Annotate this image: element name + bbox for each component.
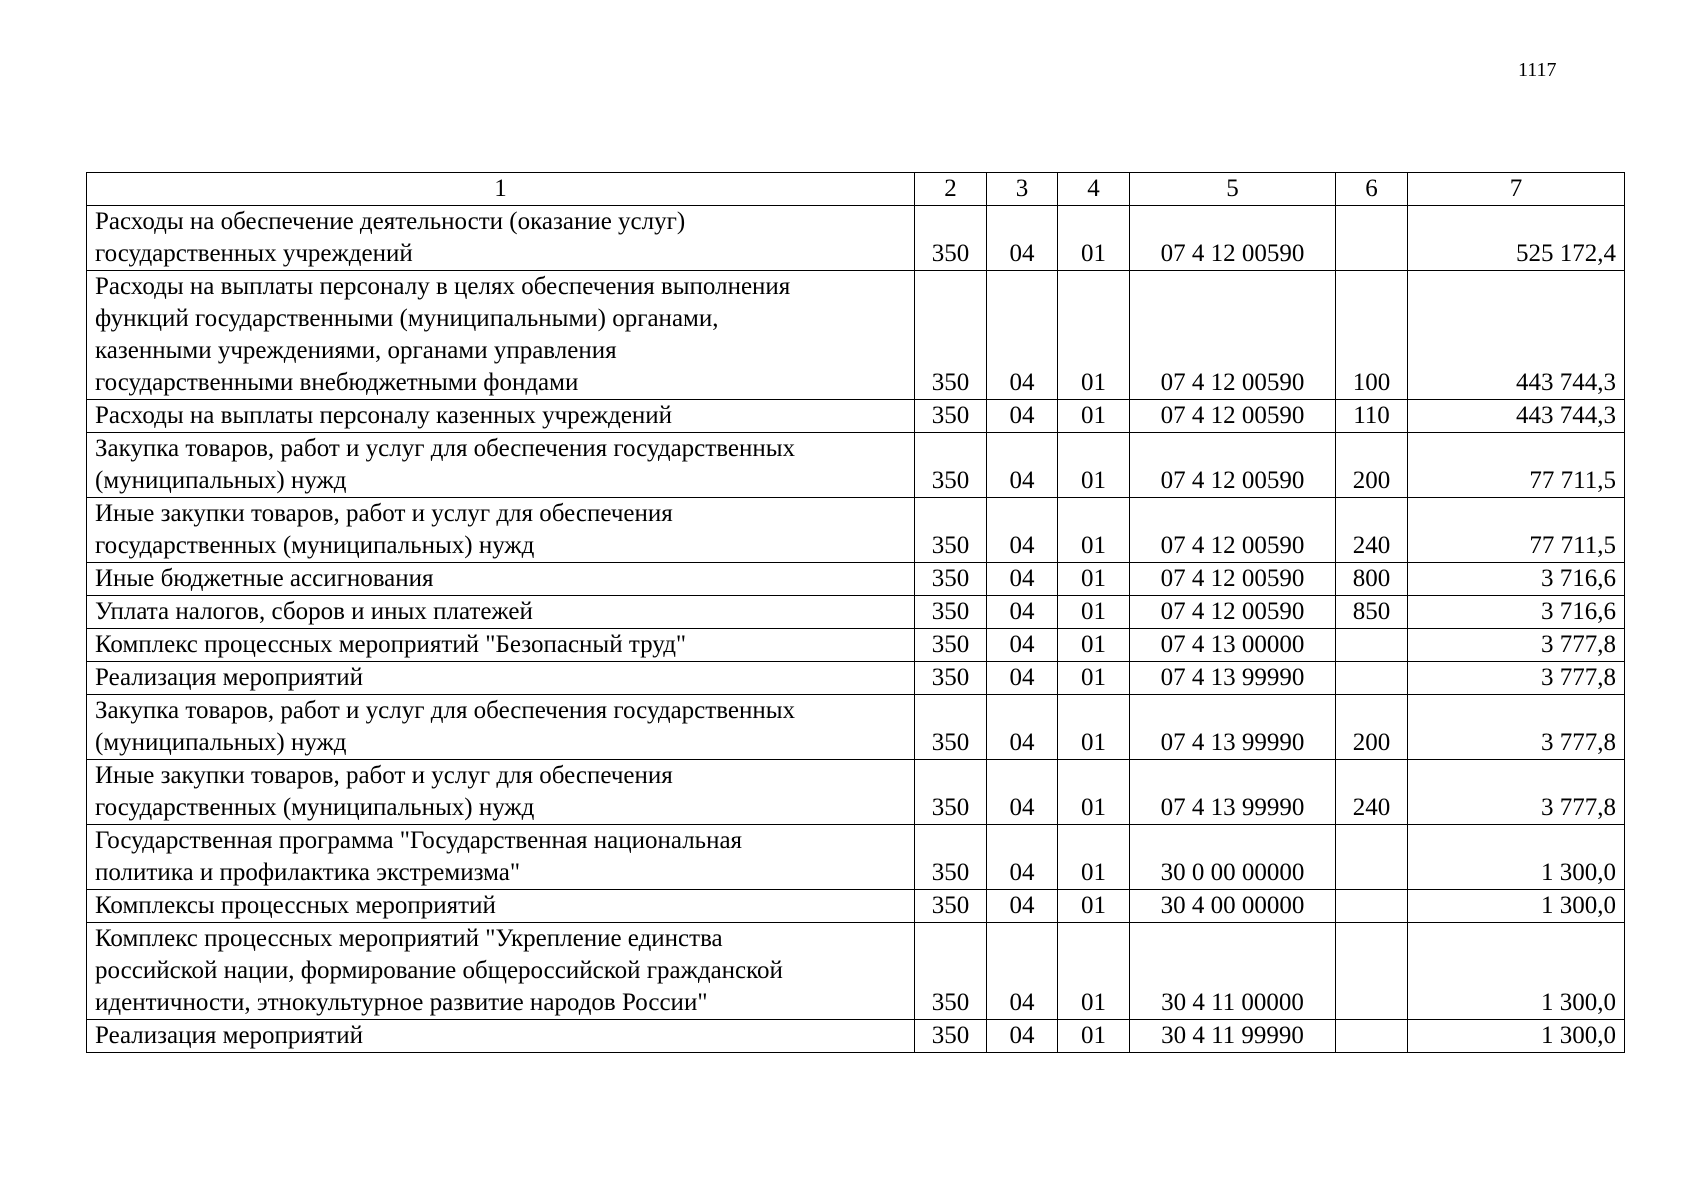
ministry-code: 350 xyxy=(915,498,987,563)
section-code: 04 xyxy=(987,400,1058,433)
target-article-code: 07 4 12 00590 xyxy=(1130,433,1336,498)
description-line: функций государственными (муниципальными) органами, xyxy=(95,305,719,332)
section-code: 04 xyxy=(987,498,1058,563)
amount: 3 777,8 xyxy=(1408,629,1625,662)
table-row xyxy=(87,433,1625,498)
expense-type-code xyxy=(1336,206,1408,271)
target-article-code: 07 4 13 99990 xyxy=(1130,760,1336,825)
subsection-code: 01 xyxy=(1058,825,1130,890)
target-article-code: 30 4 11 99990 xyxy=(1130,1020,1336,1053)
subsection-code: 01 xyxy=(1058,596,1130,629)
subsection-code: 01 xyxy=(1058,433,1130,498)
description-line: государственных (муниципальных) нужд xyxy=(95,532,535,559)
row-description xyxy=(87,433,915,498)
subsection-code: 01 xyxy=(1058,923,1130,1020)
description-line: Комплекс процессных мероприятий "Укрепление единства xyxy=(95,925,723,952)
section-code: 04 xyxy=(987,890,1058,923)
subsection-code: 01 xyxy=(1058,890,1130,923)
description-line: Уплата налогов, сборов и иных платежей xyxy=(95,598,533,625)
description-line: политика и профилактика экстремизма" xyxy=(95,859,521,886)
expense-type-code: 200 xyxy=(1336,695,1408,760)
row-description xyxy=(87,271,915,400)
section-code: 04 xyxy=(987,662,1058,695)
description-line: Иные закупки товаров, работ и услуг для обеспечения xyxy=(95,762,673,789)
header-cell: 3 xyxy=(987,173,1058,206)
ministry-code: 350 xyxy=(915,563,987,596)
target-article-code: 07 4 13 99990 xyxy=(1130,695,1336,760)
amount: 77 711,5 xyxy=(1408,433,1625,498)
amount: 443 744,3 xyxy=(1408,400,1625,433)
description-line: Закупка товаров, работ и услуг для обеспечения государственных xyxy=(95,435,796,462)
subsection-code: 01 xyxy=(1058,760,1130,825)
table-row xyxy=(87,206,1625,271)
table-row xyxy=(87,760,1625,825)
table-row xyxy=(87,498,1625,563)
section-code: 04 xyxy=(987,923,1058,1020)
description-line: Реализация мероприятий xyxy=(95,664,363,691)
description-line: Комплексы процессных мероприятий xyxy=(95,892,496,919)
amount: 3 777,8 xyxy=(1408,760,1625,825)
amount: 525 172,4 xyxy=(1408,206,1625,271)
row-description xyxy=(87,890,915,923)
target-article-code: 30 4 00 00000 xyxy=(1130,890,1336,923)
description-line: государственными внебюджетными фондами xyxy=(95,369,579,396)
section-code: 04 xyxy=(987,629,1058,662)
budget-table xyxy=(86,172,1625,1053)
table-row xyxy=(87,563,1625,596)
section-code: 04 xyxy=(987,760,1058,825)
ministry-code: 350 xyxy=(915,760,987,825)
expense-type-code: 200 xyxy=(1336,433,1408,498)
amount: 3 777,8 xyxy=(1408,662,1625,695)
target-article-code: 30 4 11 00000 xyxy=(1130,923,1336,1020)
target-article-code: 07 4 12 00590 xyxy=(1130,400,1336,433)
page-number: 1117 xyxy=(1518,59,1557,81)
subsection-code: 01 xyxy=(1058,629,1130,662)
row-description xyxy=(87,498,915,563)
table-row xyxy=(87,596,1625,629)
target-article-code: 07 4 13 00000 xyxy=(1130,629,1336,662)
expense-type-code xyxy=(1336,923,1408,1020)
table-body xyxy=(87,206,1625,1053)
section-code: 04 xyxy=(987,206,1058,271)
ministry-code: 350 xyxy=(915,596,987,629)
expense-type-code: 240 xyxy=(1336,498,1408,563)
section-code: 04 xyxy=(987,1020,1058,1053)
amount: 3 716,6 xyxy=(1408,596,1625,629)
section-code: 04 xyxy=(987,695,1058,760)
section-code: 04 xyxy=(987,563,1058,596)
expense-type-code: 100 xyxy=(1336,271,1408,400)
subsection-code: 01 xyxy=(1058,662,1130,695)
ministry-code: 350 xyxy=(915,890,987,923)
header-cell: 4 xyxy=(1058,173,1130,206)
table-row xyxy=(87,923,1625,1020)
amount: 1 300,0 xyxy=(1408,890,1625,923)
description-line: государственных учреждений xyxy=(95,240,413,267)
description-line: Комплекс процессных мероприятий "Безопасный труд" xyxy=(95,631,687,658)
row-description xyxy=(87,206,915,271)
expense-type-code xyxy=(1336,825,1408,890)
table-row xyxy=(87,662,1625,695)
target-article-code: 07 4 12 00590 xyxy=(1130,563,1336,596)
section-code: 04 xyxy=(987,271,1058,400)
description-line: казенными учреждениями, органами управления xyxy=(95,337,617,364)
expense-type-code: 110 xyxy=(1336,400,1408,433)
expense-type-code xyxy=(1336,629,1408,662)
ministry-code: 350 xyxy=(915,923,987,1020)
header-cell: 5 xyxy=(1130,173,1336,206)
ministry-code: 350 xyxy=(915,433,987,498)
header-cell: 2 xyxy=(915,173,987,206)
subsection-code: 01 xyxy=(1058,563,1130,596)
description-line: Расходы на выплаты персоналу в целях обеспечения выполнения xyxy=(95,273,791,300)
section-code: 04 xyxy=(987,825,1058,890)
expense-type-code: 850 xyxy=(1336,596,1408,629)
section-code: 04 xyxy=(987,433,1058,498)
ministry-code: 350 xyxy=(915,1020,987,1053)
target-article-code: 07 4 12 00590 xyxy=(1130,206,1336,271)
target-article-code: 07 4 12 00590 xyxy=(1130,271,1336,400)
description-line: (муниципальных) нужд xyxy=(95,467,347,494)
row-description xyxy=(87,563,915,596)
expense-type-code xyxy=(1336,890,1408,923)
amount: 1 300,0 xyxy=(1408,1020,1625,1053)
amount: 1 300,0 xyxy=(1408,923,1625,1020)
target-article-code: 30 0 00 00000 xyxy=(1130,825,1336,890)
table-row xyxy=(87,695,1625,760)
header-cell: 1 xyxy=(87,173,915,206)
header-cell: 6 xyxy=(1336,173,1408,206)
row-description xyxy=(87,400,915,433)
amount: 3 777,8 xyxy=(1408,695,1625,760)
target-article-code: 07 4 13 99990 xyxy=(1130,662,1336,695)
subsection-code: 01 xyxy=(1058,498,1130,563)
subsection-code: 01 xyxy=(1058,400,1130,433)
ministry-code: 350 xyxy=(915,629,987,662)
expense-type-code: 800 xyxy=(1336,563,1408,596)
target-article-code: 07 4 12 00590 xyxy=(1130,498,1336,563)
expense-type-code: 240 xyxy=(1336,760,1408,825)
table-row xyxy=(87,1020,1625,1053)
description-line: российской нации, формирование общероссийской гражданской xyxy=(95,957,783,984)
ministry-code: 350 xyxy=(915,271,987,400)
table-row xyxy=(87,400,1625,433)
row-description xyxy=(87,923,915,1020)
subsection-code: 01 xyxy=(1058,1020,1130,1053)
header-row xyxy=(87,173,1625,206)
row-description xyxy=(87,825,915,890)
amount: 443 744,3 xyxy=(1408,271,1625,400)
table-row xyxy=(87,629,1625,662)
subsection-code: 01 xyxy=(1058,271,1130,400)
expense-type-code xyxy=(1336,1020,1408,1053)
description-line: (муниципальных) нужд xyxy=(95,729,347,756)
subsection-code: 01 xyxy=(1058,695,1130,760)
description-line: Иные закупки товаров, работ и услуг для обеспечения xyxy=(95,500,673,527)
description-line: Государственная программа "Государственная национальная xyxy=(95,827,743,854)
row-description xyxy=(87,596,915,629)
row-description xyxy=(87,629,915,662)
ministry-code: 350 xyxy=(915,400,987,433)
ministry-code: 350 xyxy=(915,206,987,271)
target-article-code: 07 4 12 00590 xyxy=(1130,596,1336,629)
row-description xyxy=(87,760,915,825)
row-description xyxy=(87,695,915,760)
header-cell: 7 xyxy=(1408,173,1625,206)
amount: 77 711,5 xyxy=(1408,498,1625,563)
subsection-code: 01 xyxy=(1058,206,1130,271)
row-description xyxy=(87,1020,915,1053)
description-line: Закупка товаров, работ и услуг для обеспечения государственных xyxy=(95,697,796,724)
ministry-code: 350 xyxy=(915,695,987,760)
ministry-code: 350 xyxy=(915,825,987,890)
description-line: Реализация мероприятий xyxy=(95,1022,363,1049)
row-description xyxy=(87,662,915,695)
description-line: Расходы на обеспечение деятельности (оказание услуг) xyxy=(95,208,686,235)
amount: 3 716,6 xyxy=(1408,563,1625,596)
table-row xyxy=(87,890,1625,923)
description-line: Иные бюджетные ассигнования xyxy=(95,565,434,592)
description-line: Расходы на выплаты персоналу казенных учреждений xyxy=(95,402,672,429)
section-code: 04 xyxy=(987,596,1058,629)
table-row xyxy=(87,271,1625,400)
description-line: государственных (муниципальных) нужд xyxy=(95,794,535,821)
table-row xyxy=(87,825,1625,890)
amount: 1 300,0 xyxy=(1408,825,1625,890)
ministry-code: 350 xyxy=(915,662,987,695)
expense-type-code xyxy=(1336,662,1408,695)
description-line: идентичности, этнокультурное развитие народов России" xyxy=(95,989,708,1016)
